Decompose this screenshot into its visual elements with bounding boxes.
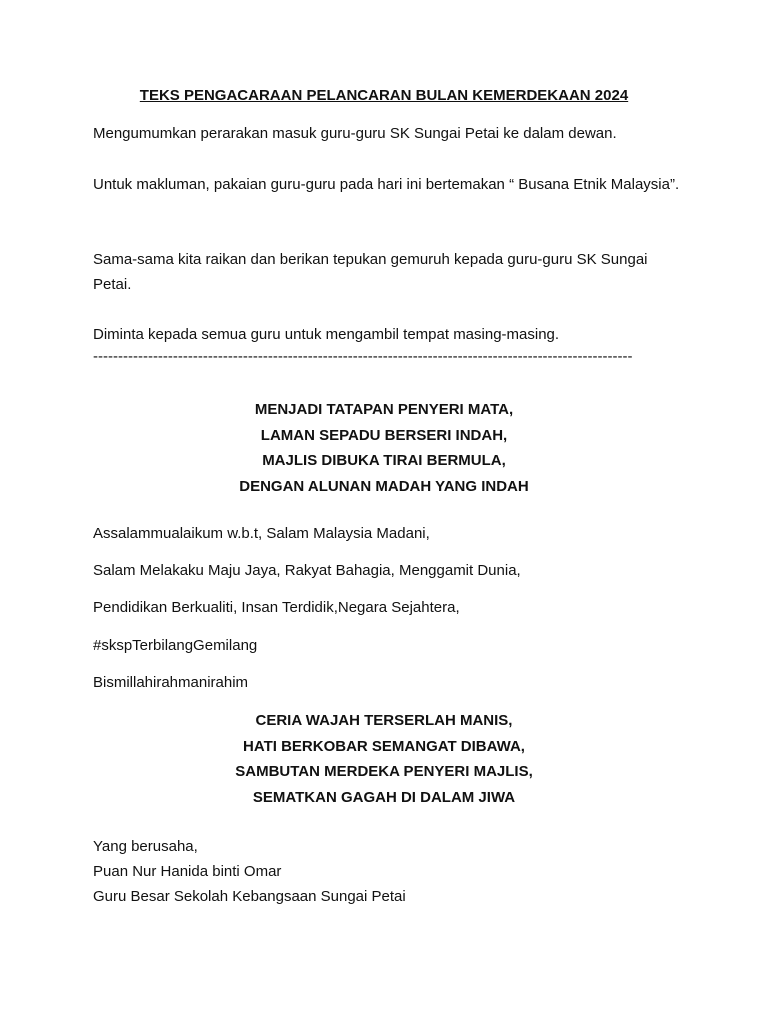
intro-paragraph-2: Untuk makluman, pakaian guru-guru pada hari ini bertemakan “ Busana Etnik Malaysia”. bbox=[93, 176, 680, 193]
signature-name: Puan Nur Hanida binti Omar bbox=[93, 863, 282, 880]
section-divider: ------------------------------------------------------------------------------------------------------------ bbox=[93, 348, 633, 365]
intro-paragraph-1: Mengumumkan perarakan masuk guru-guru SK Sungai Petai ke dalam dewan. bbox=[93, 125, 617, 142]
pantun-closing bbox=[0, 708, 768, 810]
greeting-line-2: Salam Melakaku Maju Jaya, Rakyat Bahagia, Menggamit Dunia, bbox=[93, 562, 521, 579]
pantun-line: CERIA WAJAH TERSERLAH MANIS, bbox=[255, 712, 513, 729]
signature-closing: Yang berusaha, bbox=[93, 838, 198, 855]
pantun-line: DENGAN ALUNAN MADAH YANG INDAH bbox=[239, 477, 529, 495]
bismillah-line: Bismillahirahmanirahim bbox=[93, 674, 249, 691]
document-title: TEKS PENGACARAAN PELANCARAN BULAN KEMERDEKAAN 2024 bbox=[139, 87, 629, 104]
pantun-line: HATI BERKOBAR SEMANGAT DIBAWA, bbox=[243, 737, 525, 755]
greeting-line-3: Pendidikan Berkualiti, Insan Terdidik,Negara Sejahtera, bbox=[93, 599, 460, 616]
pantun-line: MENJADI TATAPAN PENYERI MATA, bbox=[254, 401, 514, 418]
hashtag-line: #skspTerbilangGemilang bbox=[93, 637, 258, 654]
intro-paragraph-3: Sama-sama kita raikan dan berikan tepukan gemuruh kepada guru-guru SK Sungai Petai. bbox=[93, 251, 648, 293]
signature-position: Guru Besar Sekolah Kebangsaan Sungai Petai bbox=[93, 888, 406, 905]
pantun-line: LAMAN SEPADU BERSERI INDAH, bbox=[260, 426, 508, 444]
pantun-line: SEMATKAN GAGAH DI DALAM JIWA bbox=[252, 788, 516, 806]
greeting-line-1: Assalammualaikum w.b.t, Salam Malaysia Madani, bbox=[93, 525, 430, 542]
pantun-line: MAJLIS DIBUKA TIRAI BERMULA, bbox=[262, 452, 506, 469]
intro-paragraph-4: Diminta kepada semua guru untuk mengambil tempat masing-masing. bbox=[93, 326, 560, 343]
pantun-line: SAMBUTAN MERDEKA PENYERI MAJLIS, bbox=[235, 763, 533, 780]
pantun-opening bbox=[0, 397, 768, 499]
